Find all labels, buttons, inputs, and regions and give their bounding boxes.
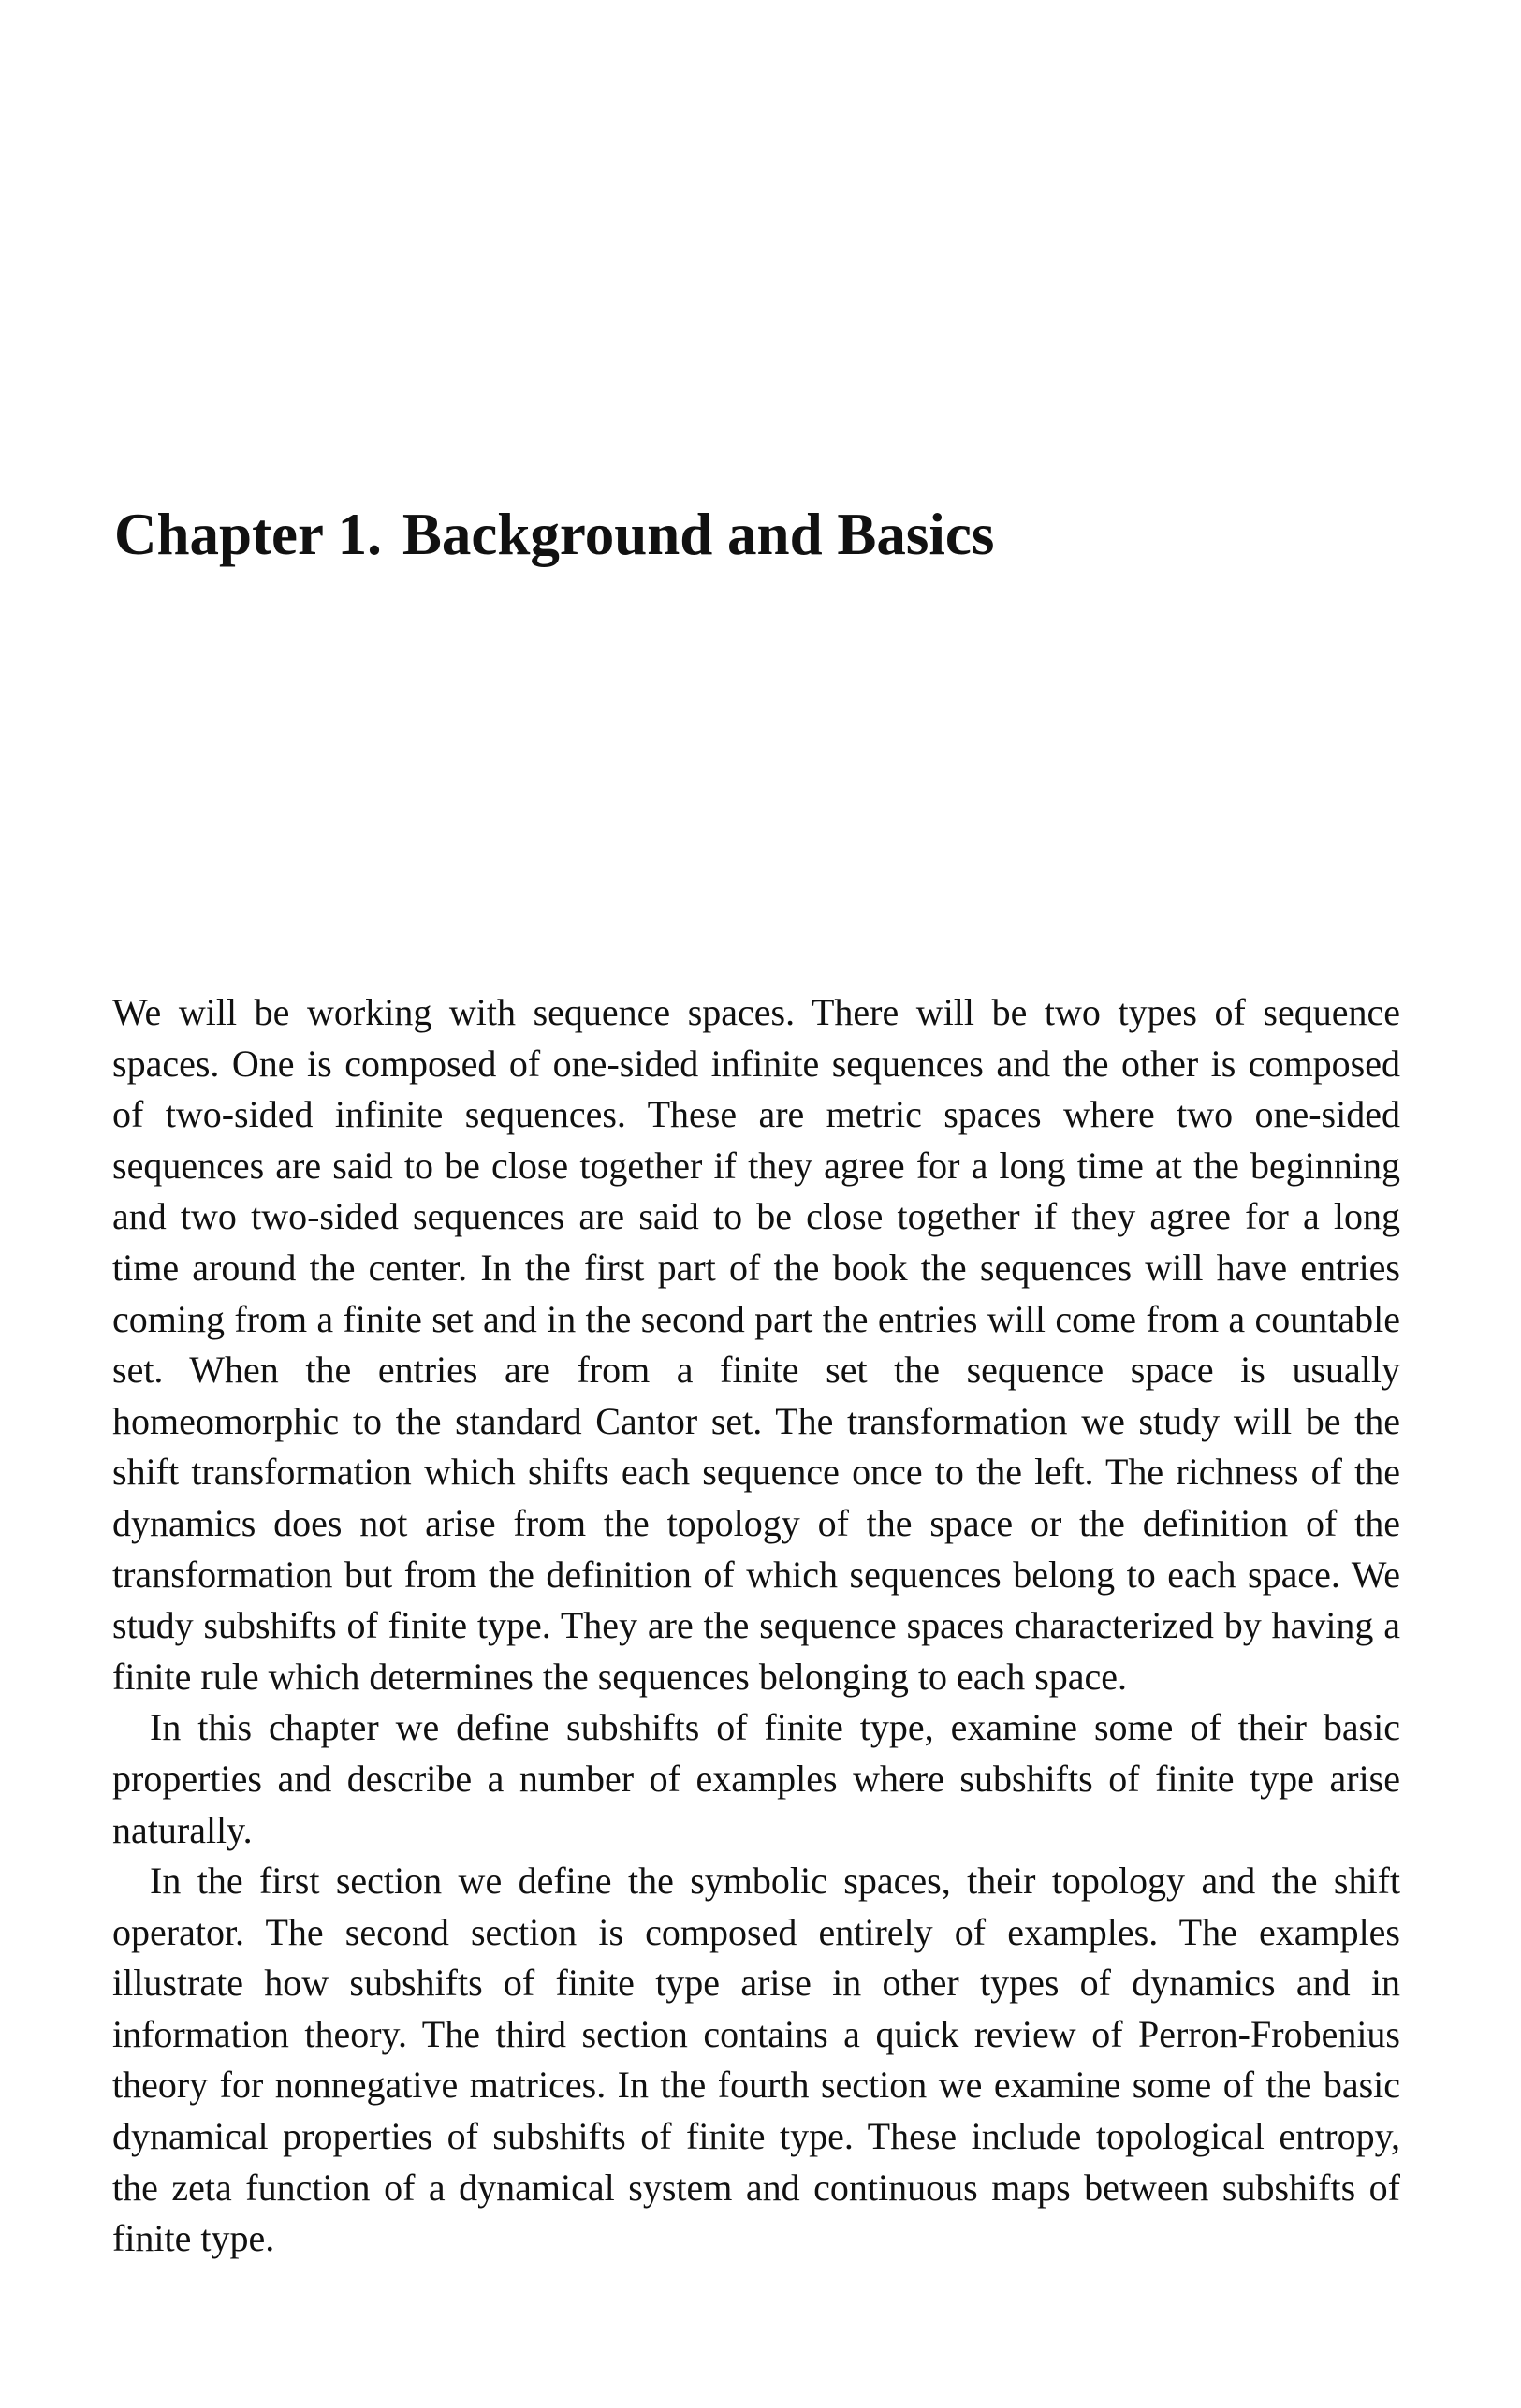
chapter-body bbox=[112, 987, 1400, 2265]
chapter-title: Background and Basics bbox=[402, 502, 995, 567]
paragraph-section-overview: In the first section we define the symbolic spaces, their topology and the shift operator. The second section is composed entirely of examples. The examples illustrate how subshifts of finite type arise in other types of dynamics and in information theory. The third section contains a quick review of Perron-Frobenius theory for nonnegative matrices. In the fourth section we examine some of the basic dynamical properties of subshifts of finite type. These include topological entropy, the zeta function of a dynamical system and continuous maps between subshifts of finite type. bbox=[112, 1860, 1400, 2260]
chapter-number: Chapter 1. bbox=[114, 502, 382, 567]
chapter-heading bbox=[114, 502, 995, 567]
paragraph-chapter-overview: In this chapter we define subshifts of finite type, examine some of their basic properties and describe a number of examples where subshifts of finite type arise naturally. bbox=[112, 1706, 1400, 1851]
paragraph-intro: We will be working with sequence spaces. There will be two types of sequence spaces. One is composed of one-sided infinite sequences and the other is composed of two-sided infinite sequences. These are metric spaces where two one-sided sequences are said to be close together if they agree for a long time at the beginning and two two-sided sequences are said to be close together if they agree for a long time around the center. In the first part of the book the sequences will have entries coming from a finite set and in the second part the entries will come from a countable set. When the entries are from a finite set the sequence space is usually homeomorphic to the standard Cantor set. The transformation we study will be the shift transformation which shifts each sequence once to the left. The richness of the dynamics does not arise from the topology of the space or the definition of the transformation but from the definition of which sequences belong to each space. We study subshifts of finite type. They are the sequence spaces characterized by having a finite rule which determines the sequences belonging to each space. bbox=[112, 991, 1400, 1698]
